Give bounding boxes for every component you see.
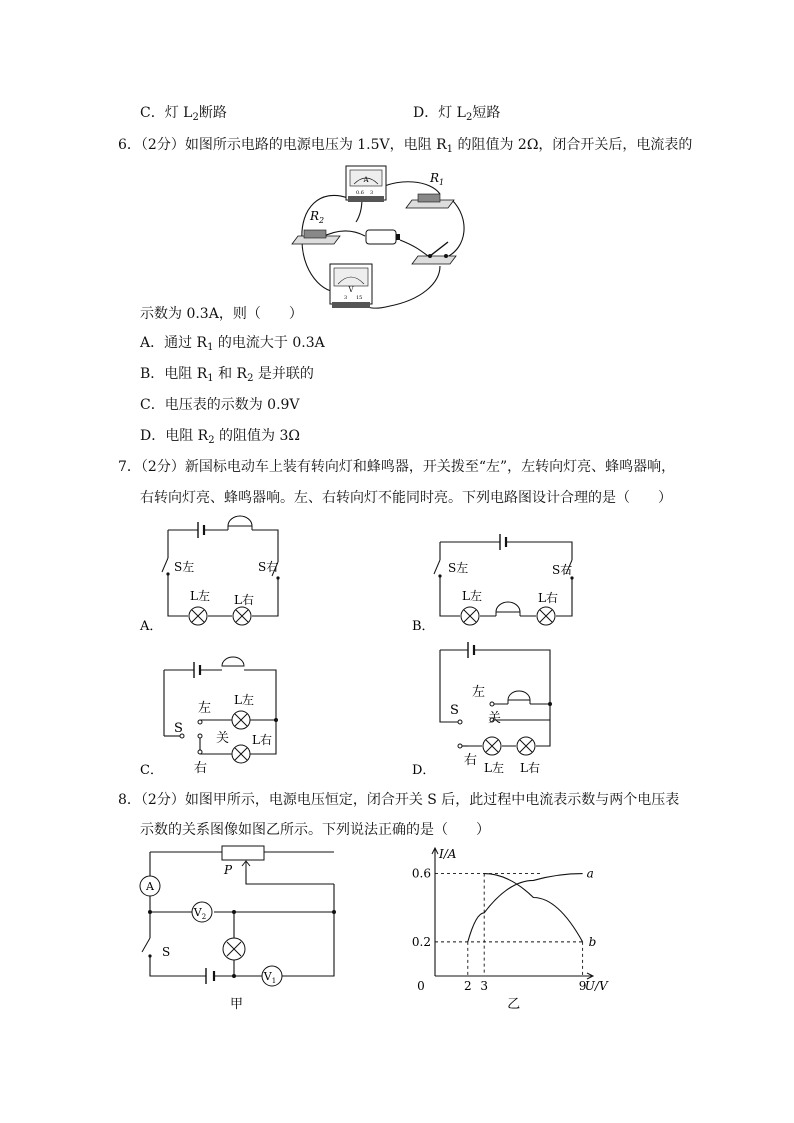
y-tick-label: 0.6 (411, 866, 431, 881)
switch-left-label: S左 (448, 561, 469, 575)
q6-option-d[interactable]: D．电阻 $R_2$ 的阻值为 3Ω (140, 428, 301, 446)
q7-stem-continued: 右转向灯亮、蜂鸣器响。左、右转向灯不能同时亮。下列电路图设计合理的是（ ） (140, 490, 672, 506)
lamp-right-label: L右 (252, 733, 272, 747)
option-a-label: A． (140, 619, 163, 634)
lamp-left-label: L左 (234, 693, 254, 707)
switch-right-label: S右 (258, 560, 279, 574)
ammeter-icon (140, 876, 160, 896)
v1-label: $V_1$ (263, 970, 277, 985)
ammeter-scale-1: 0.6 (356, 190, 364, 196)
q6-stem: 6．（2分）如图所示电路的电源电压为 1.5V，电阻 $R_1$ 的阻值为 2Ω，闭合开关后，电流表的 (118, 137, 693, 155)
lamp-right-label: L右 (520, 761, 540, 775)
lamp-left-label: L左 (190, 589, 210, 603)
lamp-right-label: L右 (538, 591, 558, 605)
q7-circuit-d[interactable] (412, 640, 562, 780)
position-left-label: 左 (198, 701, 212, 716)
selector-switch-icon (180, 720, 202, 754)
q6-circuit-figure (290, 158, 470, 318)
ammeter-letter: A (146, 880, 154, 893)
x-tick-label: 9 (578, 979, 587, 993)
ammeter-scale-2: 3 (370, 190, 374, 196)
r2-label: $R_2$ (310, 209, 325, 225)
q8-chart-yi (405, 842, 615, 1012)
voltmeter-icon (330, 264, 372, 308)
position-left-label: 左 (472, 685, 486, 700)
ammeter-letter: A (363, 176, 369, 184)
switch-right-label: S右 (552, 563, 573, 577)
lamp-left-label: L左 (484, 761, 504, 775)
x-axis-label: U/V (584, 979, 608, 993)
ammeter-icon (346, 166, 386, 202)
q7-circuit-c[interactable] (140, 648, 290, 778)
series-b-curve (484, 874, 582, 942)
option-d-label: D． (412, 763, 436, 778)
q6-stem-continued: 示数为 0.3A，则（ ） (140, 306, 303, 322)
buzzer-icon (496, 602, 520, 616)
q6-option-b[interactable]: B．电阻 $R_1$ 和 $R_2$ 是并联的 (140, 366, 314, 384)
x-tick-label: 2 (463, 979, 472, 993)
lamp-icon (232, 711, 250, 763)
x-tick-label: 0 (417, 979, 425, 993)
switch-label: S (162, 945, 171, 959)
lamp-left-label: L左 (462, 589, 482, 603)
q7-circuit-a[interactable] (140, 512, 280, 632)
slider-label: P (224, 863, 233, 877)
voltmeter-scale-2: 15 (356, 295, 363, 301)
x-tick-label: 3 (480, 979, 489, 993)
q8-stem: 8．（2分）如图甲所示，电源电压恒定，闭合开关 S 后，此过程中电流表示数与两个电压表 (118, 792, 680, 808)
q5-option-c[interactable]: C．灯 $L_2$断路 (140, 105, 227, 123)
switch-icon (142, 938, 152, 958)
switch-label: S (450, 703, 459, 718)
battery-icon (366, 230, 400, 244)
resistor-r1 (406, 171, 454, 208)
lamp-icon (223, 938, 245, 960)
voltmeter-scale-1: 3 (344, 295, 348, 301)
switch-label: S (174, 721, 183, 736)
figure-caption-jia: 甲 (230, 997, 244, 1012)
q7-circuit-b[interactable] (412, 530, 582, 632)
series-b-label: b (588, 934, 597, 949)
q7-stem: 7．（2分）新国标电动车上装有转向灯和蜂鸣器，开关拨至“左”，左转向灯亮、蜂鸣器响， (118, 459, 676, 475)
q8-figure-jia (134, 842, 344, 1017)
position-off-label: 关 (488, 711, 502, 726)
position-off-label: 关 (216, 731, 230, 746)
option-c-label: C． (140, 763, 163, 778)
r1-label: $R_1$ (430, 171, 445, 187)
voltmeter-letter: V (348, 286, 354, 294)
position-right-label: 右 (194, 761, 208, 776)
buzzer-icon (222, 657, 244, 666)
lamp-right-label: L右 (234, 593, 254, 607)
v2-label: $V_2$ (193, 906, 207, 921)
q8-stem-continued: 示数的关系图像如图乙所示。下列说法正确的是（ ） (140, 822, 490, 838)
y-axis-label: I/A (439, 847, 457, 861)
switch-left-label: S左 (174, 560, 195, 574)
buzzer-icon (228, 516, 252, 530)
series-a-curve (468, 874, 583, 942)
chart-title: 乙 (507, 997, 521, 1012)
buzzer-icon (508, 691, 530, 704)
position-right-label: 右 (464, 753, 478, 768)
q5-option-d[interactable]: D．灯 $L_2$短路 (413, 105, 501, 123)
y-tick-label: 0.2 (411, 934, 431, 949)
resistor-r2 (292, 209, 340, 244)
option-b-label: B． (412, 619, 435, 634)
q6-option-a[interactable]: A．通过 $R_1$ 的电流大于 0.3A (140, 335, 325, 353)
q6-option-c[interactable]: C．电压表的示数为 0.9V (140, 397, 300, 413)
voltmeter-v1-icon (262, 966, 282, 986)
switch-icon (412, 242, 456, 264)
voltmeter-v2-icon (192, 902, 212, 922)
series-a-label: a (586, 866, 594, 881)
